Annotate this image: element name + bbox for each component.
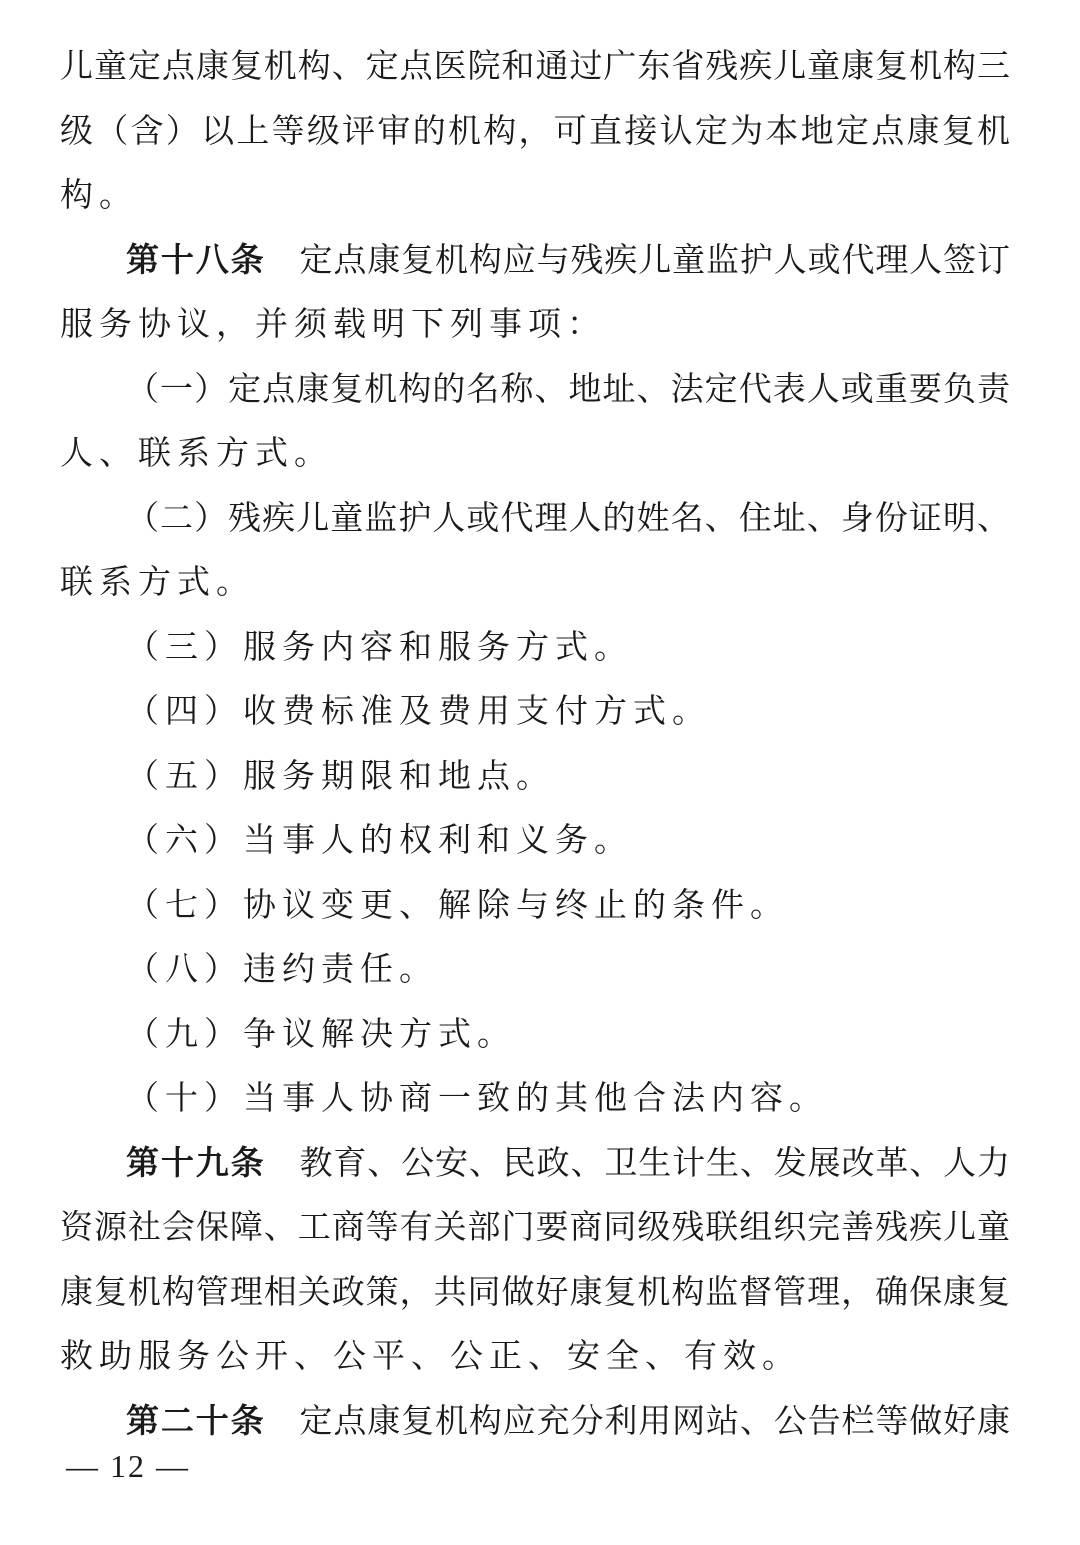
list-item: （四）收费标准及费用支付方式。 [126, 691, 711, 730]
text-line: 联系方式。 [60, 562, 255, 601]
text-line: 资源社会保障、工商等有关部门要商同级残联组织完善残疾儿童 [60, 1207, 1010, 1246]
text-line: 服务协议，并须载明下列事项： [60, 304, 606, 343]
article-20-line [60, 1389, 1010, 1454]
page-number: — 12 — [66, 1448, 190, 1484]
list-item: （七）协议变更、解除与终止的条件。 [126, 884, 789, 924]
list-item: （三）服务内容和服务方式。 [126, 626, 633, 666]
text-line: 儿童定点康复机构、定点医院和通过广东省残疾儿童康复机构三 [60, 46, 1010, 85]
list-item: （八）违约责任。 [126, 949, 438, 988]
list-item: （六）当事人的权利和义务。 [126, 820, 633, 859]
list-item: （一）定点康复机构的名称、地址、法定代表人或重要负责 [126, 368, 1010, 408]
list-item: （九）争议解决方式。 [126, 1013, 516, 1053]
text-line: 人、联系方式。 [60, 433, 333, 472]
article-20-heading: 第二十条 [126, 1400, 266, 1440]
article-19-line [60, 1131, 1010, 1196]
list-item: （二）残疾儿童监护人或代理人的姓名、住址、身份证明、 [126, 497, 1010, 537]
text-line: 救助服务公开、公平、公正、安全、有效。 [60, 1336, 801, 1375]
article-19-text: 教育、公安、民政、卫生计生、发展改革、人力 [299, 1142, 1010, 1182]
article-18-text: 定点康复机构应与残疾儿童监护人或代理人签订 [299, 239, 1010, 279]
article-20-text: 定点康复机构应充分利用网站、公告栏等做好康 [299, 1400, 1010, 1440]
article-18-line [60, 228, 1010, 293]
text-line: 级（含）以上等级评审的机构，可直接认定为本地定点康复机 [60, 110, 1010, 150]
text-line: 康复机构管理相关政策，共同做好康复机构监督管理，确保康复 [60, 1271, 1010, 1311]
article-18-heading: 第十八条 [126, 239, 266, 279]
list-item: （五）服务期限和地点。 [126, 755, 555, 795]
document-page [60, 34, 1010, 1453]
text-line: 构。 [60, 175, 138, 214]
list-item: （十）当事人协商一致的其他合法内容。 [126, 1078, 828, 1117]
article-19-heading: 第十九条 [126, 1142, 266, 1182]
